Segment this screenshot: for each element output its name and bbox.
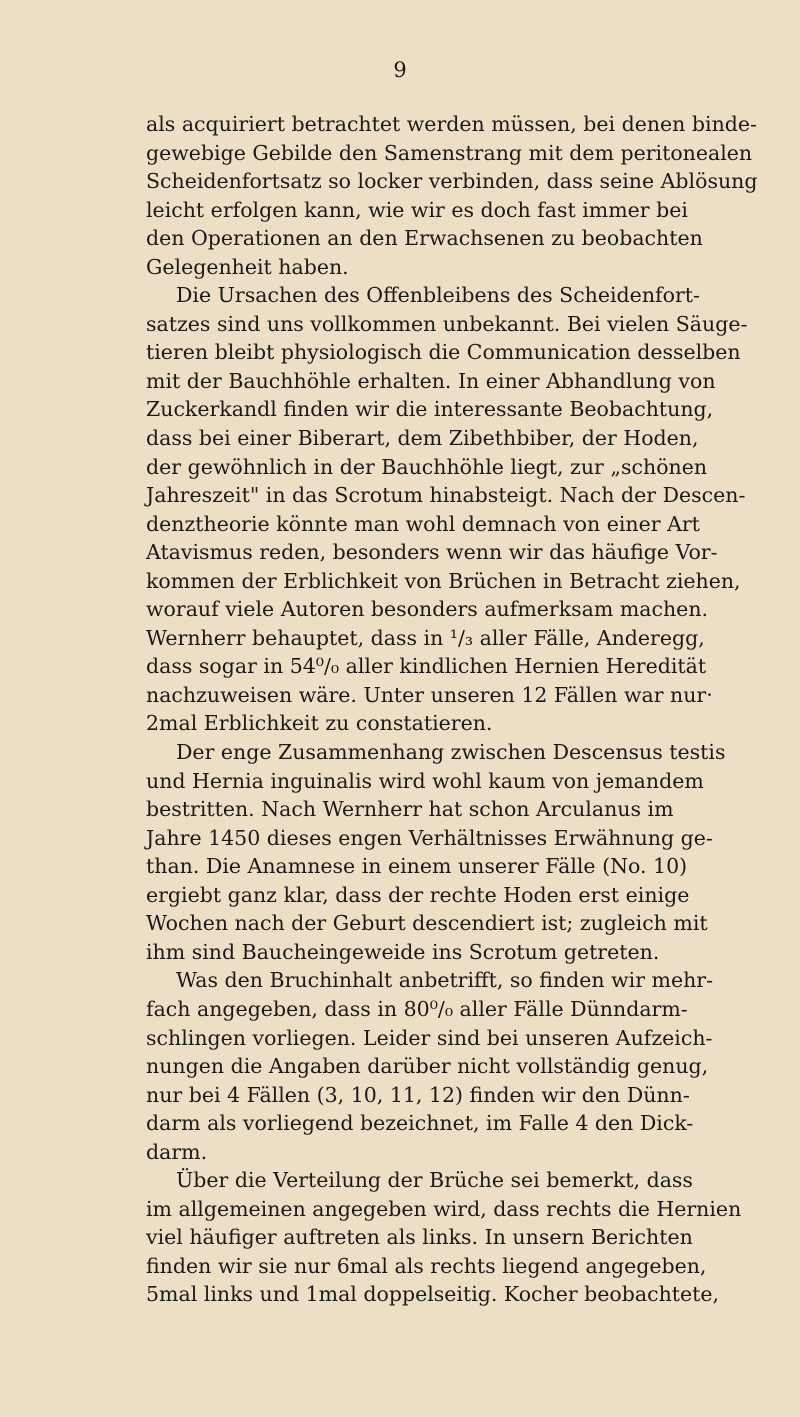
- text-line: than. Die Anamnese in einem unserer Fälle (No. 10): [146, 854, 688, 879]
- text-line: der gewöhnlich in der Bauchhöhle liegt, zur „schönen: [146, 454, 708, 479]
- text-line: Wernherr behauptet, dass in ¹/₃ aller Fälle, Anderegg,: [146, 625, 705, 650]
- paragraph-2: [146, 281, 786, 738]
- text-line: nungen die Angaben darüber nicht vollständig genug,: [146, 1054, 709, 1079]
- text-line: gewebige Gebilde den Samenstrang mit dem peritonealen: [146, 140, 753, 165]
- text-line: kommen der Erblichkeit von Brüchen in Betracht ziehen,: [146, 568, 741, 593]
- text-line: nur bei 4 Fällen (3, 10, 11, 12) finden wir den Dünn-: [146, 1082, 690, 1107]
- text-line: Jahre 1450 dieses engen Verhältnisses Erwähnung ge-: [146, 825, 713, 850]
- text-line: im allgemeinen angegeben wird, dass rechts die Hernien: [146, 1196, 742, 1221]
- text-line: Zuckerkandl finden wir die interessante Beobachtung,: [146, 397, 714, 422]
- text-line: Atavismus reden, besonders wenn wir das häufige Vor-: [146, 540, 718, 565]
- text-line: darm als vorliegend bezeichnet, im Falle 4 den Dick-: [146, 1111, 694, 1136]
- text-line: Die Ursachen des Offenbleibens des Scheidenfort-: [176, 283, 700, 308]
- text-line: mit der Bauchhöhle erhalten. In einer Abhandlung von: [146, 368, 716, 393]
- text-line: bestritten. Nach Wernherr hat schon Arculanus im: [146, 797, 674, 822]
- text-line: nachzuweisen wäre. Unter unseren 12 Fällen war nur·: [146, 682, 713, 707]
- paragraph-1: [146, 110, 786, 281]
- text-line: und Hernia inguinalis wird wohl kaum von jemandem: [146, 768, 704, 793]
- text-line: ergiebt ganz klar, dass der rechte Hoden erst einige: [146, 882, 690, 907]
- page-number: 9: [393, 58, 407, 82]
- text-line: finden wir sie nur 6mal als rechts liegend angegeben,: [146, 1253, 707, 1278]
- text-line: worauf viele Autoren besonders aufmerksam machen.: [146, 597, 709, 622]
- paragraph-5: [146, 1166, 786, 1309]
- text-line: dass sogar in 54⁰/₀ aller kindlichen Hernien Heredität: [146, 654, 707, 679]
- text-line: den Operationen an den Erwachsenen zu beobachten: [146, 226, 703, 251]
- paragraph-4: [146, 966, 786, 1166]
- text-line: ihm sind Baucheingeweide ins Scrotum getreten.: [146, 939, 660, 964]
- text-line: Über die Verteilung der Brüche sei bemerkt, dass: [176, 1168, 693, 1193]
- text-line: 5mal links und 1mal doppelseitig. Kocher beobachtete,: [146, 1282, 720, 1307]
- text-line: Gelegenheit haben.: [146, 254, 349, 279]
- text-line: fach angegeben, dass in 80⁰/₀ aller Fälle Dünndarm-: [146, 996, 688, 1021]
- text-line: tieren bleibt physiologisch die Communication desselben: [146, 340, 741, 365]
- text-line: als acquiriert betrachtet werden müssen, bei denen binde-: [146, 112, 757, 136]
- text-line: leicht erfolgen kann, wie wir es doch fast immer bei: [146, 197, 688, 222]
- text-line: Wochen nach der Geburt descendiert ist; zugleich mit: [146, 911, 708, 936]
- text-line: schlingen vorliegen. Leider sind bei unseren Aufzeich-: [146, 1025, 713, 1050]
- text-line: Der enge Zusammenhang zwischen Descensus testis: [176, 740, 726, 765]
- text-line: denztheorie könnte man wohl demnach von einer Art: [146, 511, 700, 536]
- text-line: dass bei einer Biberart, dem Zibethbiber, der Hoden,: [146, 426, 699, 451]
- text-line: Jahreszeit" in das Scrotum hinabsteigt. Nach der Descen-: [146, 483, 746, 508]
- body-text: [146, 110, 786, 1309]
- text-line: satzes sind uns vollkommen unbekannt. Bei vielen Säuge-: [146, 311, 748, 336]
- text-line: 2mal Erblichkeit zu constatieren.: [146, 711, 493, 736]
- text-line: darm.: [146, 1139, 208, 1164]
- text-line: viel häufiger auftreten als links. In unsern Berichten: [146, 1225, 693, 1250]
- text-line: Scheidenfortsatz so locker verbinden, dass seine Ablösung: [146, 169, 758, 194]
- paragraph-3: [146, 738, 786, 966]
- text-line: Was den Bruchinhalt anbetrifft, so finden wir mehr-: [176, 968, 714, 993]
